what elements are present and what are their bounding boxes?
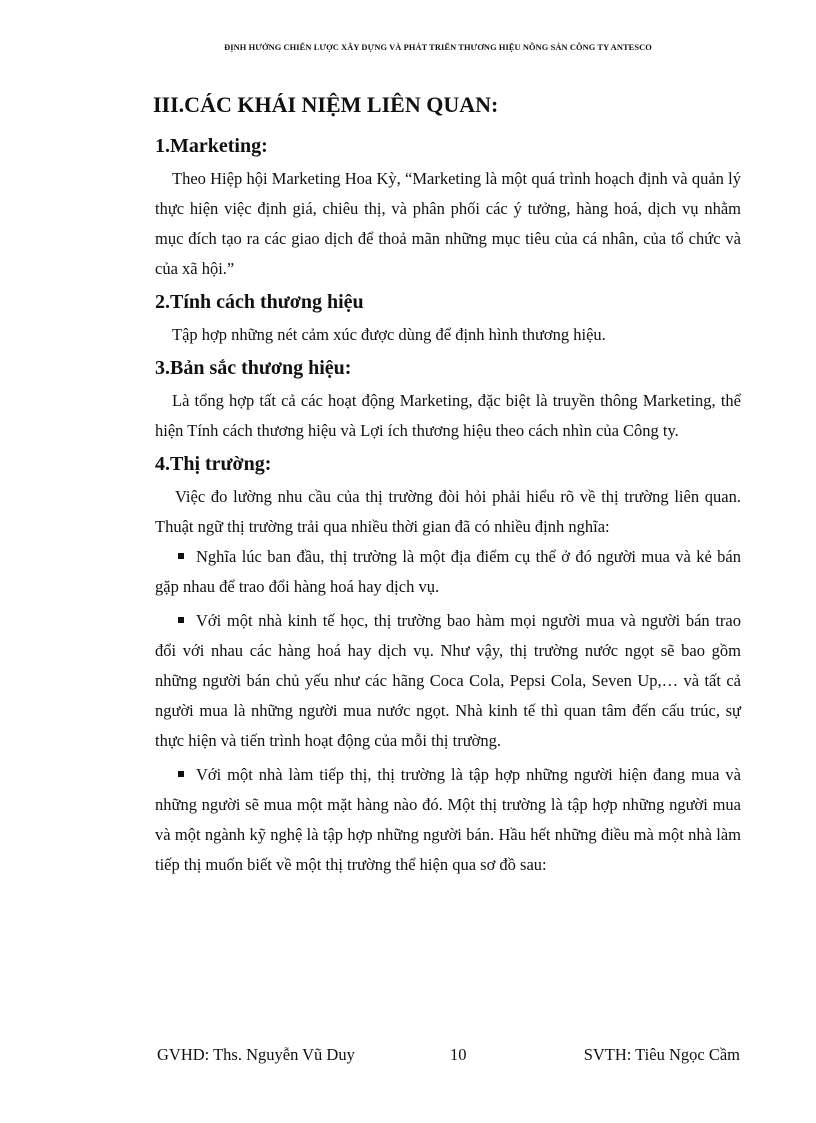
square-bullet-icon bbox=[178, 617, 184, 623]
heading-market: 4.Thị trường: bbox=[155, 453, 272, 475]
square-bullet-icon bbox=[178, 553, 184, 559]
section-title: III.CÁC KHÁI NIỆM LIÊN QUAN: bbox=[153, 92, 499, 117]
square-bullet-icon bbox=[178, 771, 184, 777]
footer-advisor: GVHD: Ths. Nguyễn Vũ Duy bbox=[157, 1045, 355, 1064]
footer-student: SVTH: Tiêu Ngọc Cầm bbox=[583, 1045, 740, 1064]
list-item bbox=[155, 542, 741, 602]
bullet-text: Với một nhà kinh tế học, thị trường bao hàm mọi người mua và người bán trao đổi với nhau các hàng hoá hay dịch vụ. Như vậy, thị trường nước ngọt sẽ bao gồm những người bán chủ yếu như các hãng Coca Cola, Pepsi Cola, Seven Up,… và tất cả người mua là những người mua nước ngọt. Nhà kinh tế thì quan tâm đến cấu trúc, sự thực hiện và tiến trình hoạt động của mỗi thị trường. bbox=[155, 611, 741, 750]
paragraph-marketing: Theo Hiệp hội Marketing Hoa Kỳ, “Marketing là một quá trình hoạch định và quản lý thực hiện việc định giá, chiêu thị, và phân phối các ý tưởng, hàng hoá, dịch vụ nhằm mục đích tạo ra các giao dịch để thoả mãn những mục tiêu của cá nhân, của tổ chức và của xã hội.” bbox=[155, 169, 741, 278]
heading-brand-personality: 2.Tính cách thương hiệu bbox=[155, 291, 364, 313]
heading-marketing: 1.Marketing: bbox=[155, 135, 268, 157]
paragraph-market-intro: Việc đo lường nhu cầu của thị trường đòi hỏi phải hiểu rõ về thị trường liên quan. Thuật ngữ thị trường trải qua nhiều thời gian đã có nhiều định nghĩa: bbox=[155, 487, 741, 536]
page-number: 10 bbox=[450, 1045, 467, 1064]
bullet-text: Với một nhà làm tiếp thị, thị trường là tập hợp những người hiện đang mua và những người sẽ mua một mặt hàng nào đó. Một thị trường là tập hợp những người mua và một ngành kỹ nghệ là tập hợp những người bán. Hầu hết những điều mà một nhà làm tiếp thị muốn biết về một thị trường thể hiện qua sơ đồ sau: bbox=[155, 765, 741, 874]
paragraph-brand-personality: Tập hợp những nét cảm xúc được dùng để định hình thương hiệu. bbox=[172, 325, 606, 344]
heading-brand-identity: 3.Bản sắc thương hiệu: bbox=[155, 357, 352, 379]
running-header: ĐỊNH HƯỚNG CHIẾN LƯỢC XÂY DỰNG VÀ PHÁT TRIỂN THƯƠNG HIỆU NÔNG SẢN CÔNG TY ANTESCO bbox=[224, 43, 652, 52]
list-item bbox=[155, 760, 741, 880]
paragraph-brand-identity: Là tổng hợp tất cả các hoạt động Marketing, đặc biệt là truyền thông Marketing, thể hiện Tính cách thương hiệu và Lợi ích thương hiệu theo cách nhìn của Công ty. bbox=[155, 391, 741, 440]
bullet-text: Nghĩa lúc ban đầu, thị trường là một địa điểm cụ thể ở đó người mua và kẻ bán gặp nhau để trao đổi hàng hoá hay dịch vụ. bbox=[155, 547, 741, 596]
list-item bbox=[155, 606, 741, 756]
page-content bbox=[155, 88, 741, 880]
